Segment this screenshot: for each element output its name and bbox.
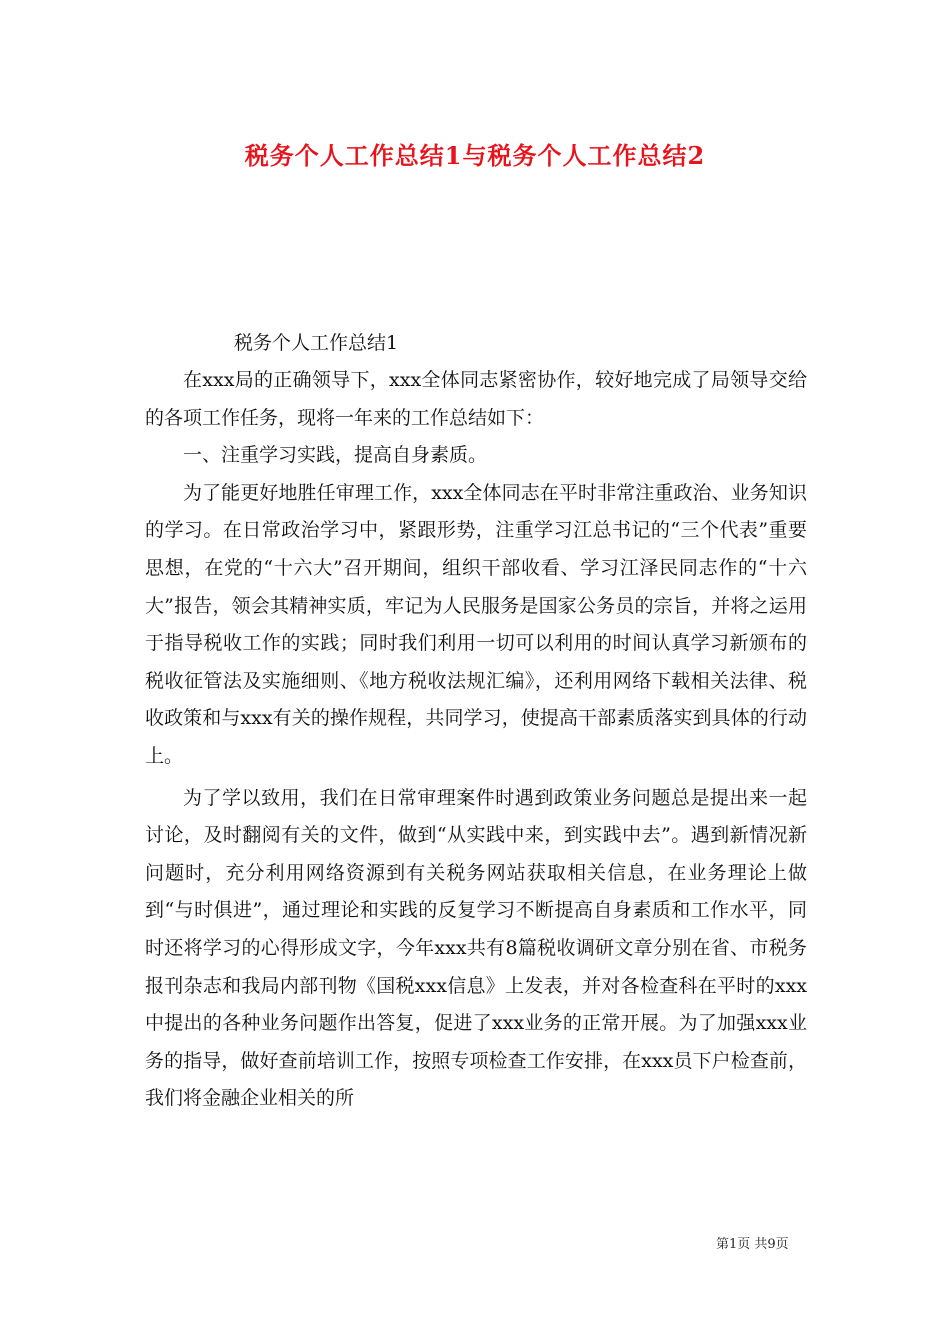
paragraph: 在xxx局的正确领导下，xxx全体同志紧密协作，较好地完成了局领导交给的各项工作任务，现将一年来的工作总结如下：: [145, 369, 807, 429]
paragraph: 一、注重学习实践，提高自身素质。: [183, 444, 488, 467]
paragraph: 为了能更好地胜任审理工作，xxx全体同志在平时非常注重政治、业务知识的学习。在日常政治学习中，紧跟形势，注重学习江总书记的“三个代表”重要思想，在党的“十六大”召开期间，组织干部收看、学习江泽民同志作的“十六大”报告，领会其精神实质，牢记为人民服务是国家公务员的宗旨，并将之运用于指导税收工作的实践；同时我们利用一切可以利用的时间认真学习新颁布的税收征管法及实施细则、《地方税收法规汇编》，还利用网络下载相关法律、税收政策和与xxx有关的操作规程，共同学习，使提高干部素质落实到具体的行动上。: [145, 481, 807, 767]
page-number-footer: 第1页 共9页: [716, 1237, 789, 1252]
document-body: [145, 362, 807, 1118]
document-title: 税务个人工作总结1与税务个人工作总结2: [244, 141, 706, 170]
paragraph: 为了学以致用，我们在日常审理案件时遇到政策业务问题总是提出来一起讨论，及时翻阅有关的文件，做到“从实践中来，到实践中去”。遇到新情况新问题时，充分利用网络资源到有关税务网站获取相关信息，在业务理论上做到“与时俱进”，通过理论和实践的反复学习不断提高自身素质和工作水平，同时还将学习的心得形成文字，今年xxx共有8篇税收调研文章分别在省、市税务报刊杂志和我局内部刊物《国税xxx信息》上发表，并对各检查科在平时的xxx中提出的各种业务问题作出答复，促进了xxx业务的正常开展。为了加强xxx业务的指导，做好查前培训工作，按照专项检查工作安排，在xxx员下户检查前，我们将金融企业相关的所: [145, 786, 807, 1110]
section-heading: 税务个人工作总结1: [234, 332, 399, 354]
